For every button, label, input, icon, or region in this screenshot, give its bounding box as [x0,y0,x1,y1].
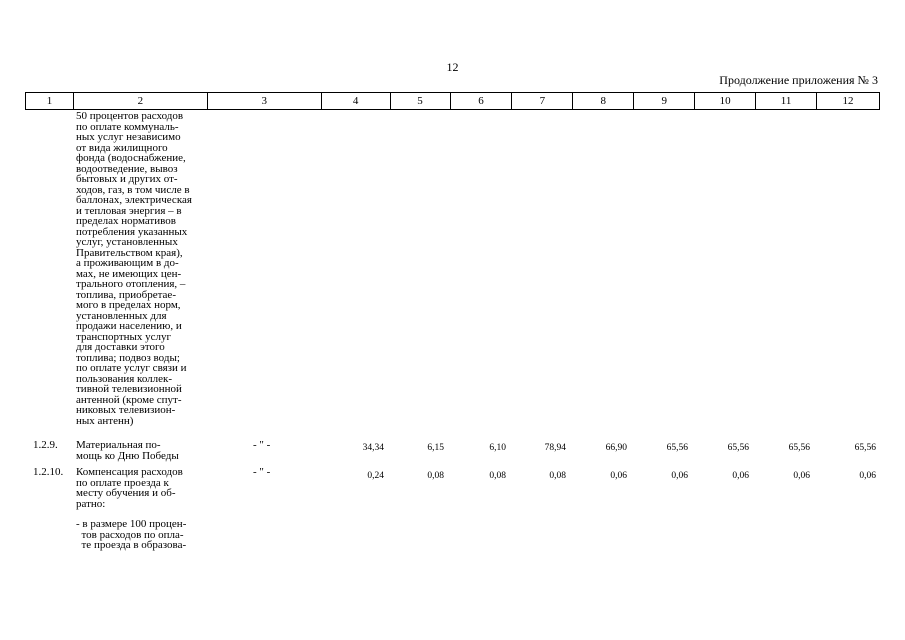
value-col-4: 0,24 [367,471,384,481]
column-header-7: 7 [511,93,572,109]
column-header-11: 11 [755,93,816,109]
column-header-4: 4 [321,93,390,109]
continuation-caption: Продолжение приложения № 3 [719,73,878,87]
table-header-row [25,92,880,110]
column-header-8: 8 [572,93,633,109]
value-col-12: 0,06 [859,471,876,481]
row-code: 1.2.10. [33,466,64,478]
value-col-5: 6,15 [427,443,444,453]
column-header-2: 2 [73,93,207,109]
value-col-6: 6,10 [489,443,506,453]
row-unit: - " - [253,466,271,478]
intro-text: 50 процентов расходов по оплате коммуналь- ных услуг независимо от вида жилищного фонда (водоснабжение, водоотведение, вывоз бытовых и других от- ходов, газ, в том числе в баллонах, электрическая и тепловая энергия – в пределах нормативов потребления указанных услуг, установленных Правительством края), а проживающим в до- мах, не имеющих цен- трального отопления, – топлива, приобретае- мого в пределах норм, установленных для продажи населению, и транспортных услуг для доставки этого топлива; подвоз воды; по оплате услуг связи и пользования коллек- тивной телевизионной антенной (кроме спут- никовых телевизион- ных антенн) [76,110,192,427]
value-col-4: 34,34 [362,443,384,453]
sub-item-text: - в размере 100 процен- тов расходов по опла- те проезда в образова- [76,518,187,551]
column-header-1: 1 [46,95,53,107]
value-col-6: 0,08 [489,471,506,481]
value-col-8: 0,06 [610,471,627,481]
row-title: Материальная по- мощь ко Дню Победы [76,439,179,462]
value-col-10: 65,56 [727,443,749,453]
column-header-12: 12 [816,93,879,109]
value-col-9: 0,06 [671,471,688,481]
value-col-7: 0,08 [549,471,566,481]
column-header-6: 6 [450,93,512,109]
column-header-9: 9 [633,93,694,109]
value-col-11: 65,56 [788,443,810,453]
value-col-8: 66,90 [605,443,627,453]
row-title: Компенсация расходов по оплате проезда к месту обучения и об- ратно: [76,466,183,510]
column-header-3: 3 [207,93,321,109]
column-header-10: 10 [694,93,755,109]
value-col-7: 78,94 [544,443,566,453]
row-unit: - " - [253,439,271,451]
value-col-9: 65,56 [666,443,688,453]
row-code: 1.2.9. [33,439,58,451]
value-col-12: 65,56 [854,443,876,453]
value-col-5: 0,08 [427,471,444,481]
value-col-11: 0,06 [793,471,810,481]
page-number: 12 [446,60,459,74]
value-col-10: 0,06 [732,471,749,481]
column-header-5: 5 [390,93,450,109]
